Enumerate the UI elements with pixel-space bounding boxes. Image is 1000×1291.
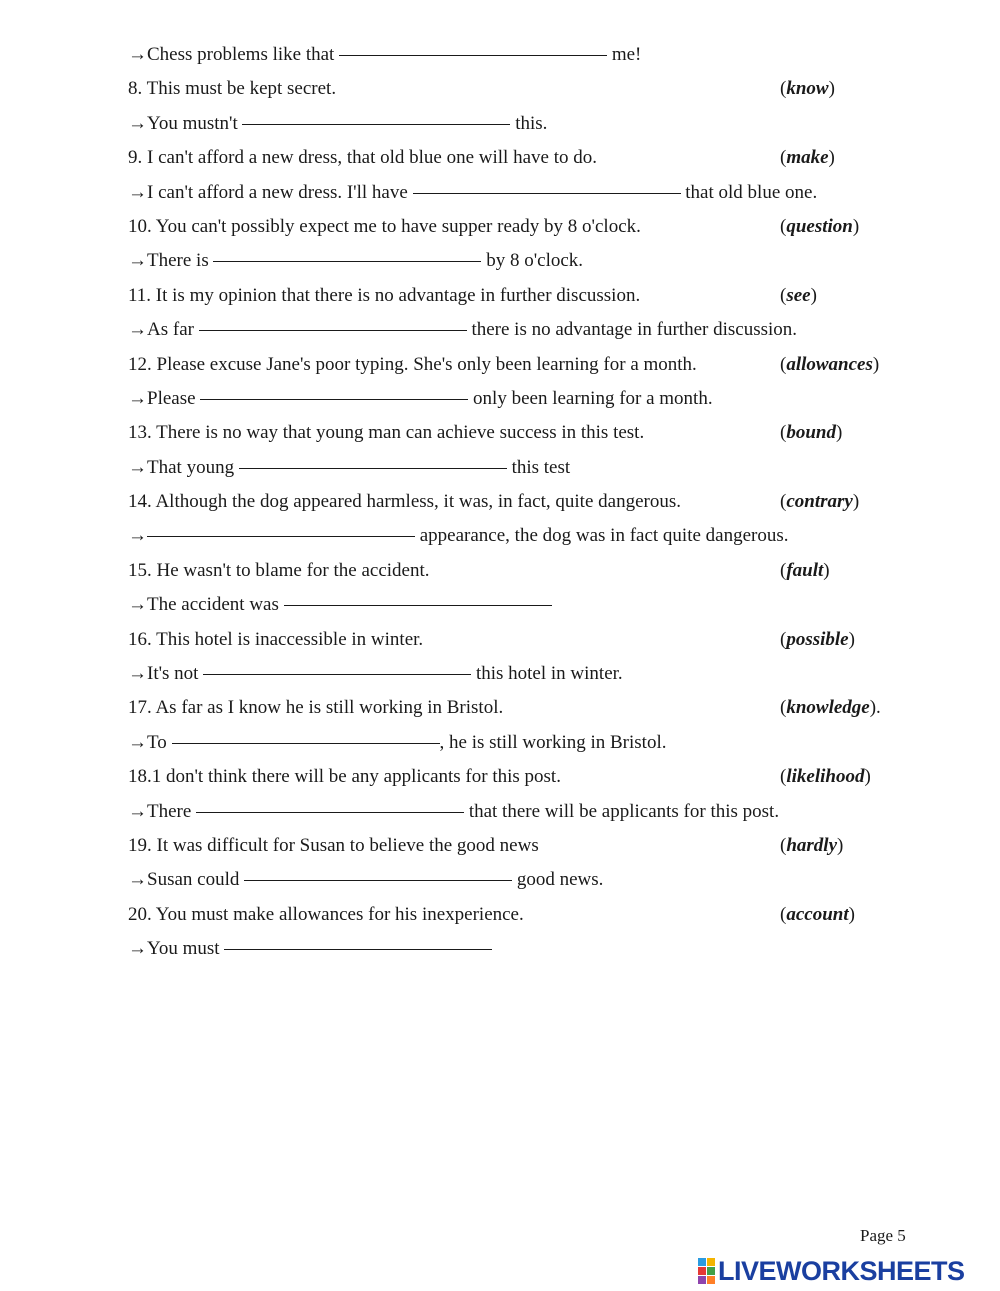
arrow-icon: → <box>128 387 147 409</box>
question-line <box>128 760 928 794</box>
answer-blank[interactable] <box>203 673 471 675</box>
arrow-icon: → <box>128 112 147 134</box>
answer-suffix: by 8 o'clock. <box>486 250 584 272</box>
answer-suffix: that old blue one. <box>685 181 818 203</box>
answer-line <box>128 863 928 897</box>
logo-block <box>698 1267 706 1275</box>
keyword: see <box>786 284 811 306</box>
answer-blank[interactable] <box>196 811 464 813</box>
question-line <box>128 279 928 313</box>
answer-line <box>128 38 928 72</box>
answer-line <box>128 932 928 966</box>
answer-prefix: Susan could <box>147 869 240 891</box>
logo-block <box>698 1276 706 1284</box>
logo-block <box>707 1276 715 1284</box>
answer-prefix: You mustn't <box>147 112 238 134</box>
question-line <box>128 72 928 106</box>
question-text: 12. Please excuse Jane's poor typing. She's only been learning for a month. <box>128 353 697 375</box>
keyword-hint: (know) <box>780 78 835 100</box>
answer-line <box>128 795 928 829</box>
answer-line <box>128 451 928 485</box>
question-text: 9. I can't afford a new dress, that old blue one will have to do. <box>128 147 597 169</box>
answer-blank[interactable] <box>172 742 440 744</box>
answer-line <box>128 519 928 553</box>
keyword-hint: (see) <box>780 284 817 306</box>
answer-prefix: It's not <box>147 663 199 685</box>
answer-blank[interactable] <box>199 329 467 331</box>
answer-line <box>128 726 928 760</box>
answer-suffix: this. <box>515 112 548 134</box>
answer-line <box>128 313 928 347</box>
answer-suffix: appearance, the dog was in fact quite dangerous. <box>419 525 789 547</box>
liveworksheets-logo <box>698 1255 965 1286</box>
answer-blank[interactable] <box>244 879 512 881</box>
answer-blank[interactable] <box>224 948 492 950</box>
answer-suffix: , he is still working in Bristol. <box>439 731 667 753</box>
answer-prefix: There <box>147 800 192 822</box>
question-text: 14. Although the dog appeared harmless, it was, in fact, quite dangerous. <box>128 491 681 513</box>
answer-prefix: I can't afford a new dress. I'll have <box>147 181 408 203</box>
question-text: 13. There is no way that young man can achieve success in this test. <box>128 422 645 444</box>
answer-blank[interactable] <box>147 535 415 537</box>
worksheet-body <box>128 38 928 967</box>
question-text: 19. It was difficult for Susan to believe the good news <box>128 834 539 856</box>
answer-line <box>128 176 928 210</box>
keyword-suffix: . <box>876 697 881 719</box>
keyword: make <box>786 147 829 169</box>
arrow-icon: → <box>128 456 147 478</box>
question-text: 18.1 don't think there will be any applicants for this post. <box>128 766 561 788</box>
question-text: 8. This must be kept secret. <box>128 78 337 100</box>
answer-suffix: me! <box>611 44 642 65</box>
logo-block <box>707 1267 715 1275</box>
question-line <box>128 554 928 588</box>
arrow-icon: → <box>128 44 147 65</box>
answer-suffix: good news. <box>516 869 604 891</box>
question-text: 20. You must make allowances for his inexperience. <box>128 903 524 925</box>
logo-text: LIVEWORKSHEETS <box>718 1255 965 1286</box>
answer-line <box>128 382 928 416</box>
keyword-hint: (likelihood) <box>780 766 871 788</box>
keyword-hint: (fault) <box>780 559 830 581</box>
question-line <box>128 141 928 175</box>
question-text: 16. This hotel is inaccessible in winter. <box>128 628 424 650</box>
arrow-icon: → <box>128 594 147 616</box>
keyword: account <box>786 903 849 925</box>
answer-suffix: that there will be applicants for this post. <box>468 800 780 822</box>
answer-prefix: Please <box>147 387 196 409</box>
keyword: likelihood <box>786 766 865 788</box>
keyword-hint: (allowances) <box>780 353 880 375</box>
question-line <box>128 829 928 863</box>
answer-line <box>128 657 928 691</box>
answer-prefix: To <box>147 731 167 753</box>
keyword-hint: (account) <box>780 903 855 925</box>
answer-prefix: Chess problems like that <box>147 44 335 65</box>
arrow-icon: → <box>128 869 147 891</box>
logo-block <box>698 1258 706 1266</box>
answer-line <box>128 244 928 278</box>
answer-prefix: As far <box>147 319 194 341</box>
answer-blank[interactable] <box>242 123 510 125</box>
answer-blank[interactable] <box>339 54 607 56</box>
arrow-icon: → <box>128 181 147 203</box>
question-line <box>128 416 928 450</box>
arrow-icon: → <box>128 731 147 753</box>
answer-blank[interactable] <box>200 398 468 400</box>
answer-suffix: there is no advantage in further discussion. <box>471 319 798 341</box>
answer-suffix: this test <box>511 456 571 478</box>
keyword-hint: (make) <box>780 147 835 169</box>
answer-prefix: That young <box>147 456 235 478</box>
keyword: knowledge <box>786 697 870 719</box>
keyword: contrary <box>786 491 853 513</box>
answer-prefix: The accident was <box>147 594 279 616</box>
question-text: 10. You can't possibly expect me to have supper ready by 8 o'clock. <box>128 215 641 237</box>
keyword: hardly <box>786 834 838 856</box>
page-number: Page 5 <box>860 1226 906 1245</box>
arrow-icon: → <box>128 938 147 960</box>
question-line <box>128 691 928 725</box>
keyword: bound <box>786 422 836 444</box>
question-line <box>128 898 928 932</box>
answer-prefix: There is <box>147 250 214 272</box>
question-text: 11. It is my opinion that there is no advantage in further discussion. <box>128 284 641 306</box>
keyword: fault <box>786 559 824 581</box>
answer-line <box>128 588 928 622</box>
answer-blank[interactable] <box>413 192 681 194</box>
question-line <box>128 210 928 244</box>
keyword-hint: (hardly) <box>780 834 844 856</box>
answer-blank[interactable] <box>213 260 481 262</box>
arrow-icon: → <box>128 525 147 547</box>
keyword-hint: (bound) <box>780 422 843 444</box>
answer-suffix: this hotel in winter. <box>475 663 623 685</box>
answer-prefix: You must <box>147 938 225 960</box>
keyword: know <box>786 78 829 100</box>
answer-suffix: only been learning for a month. <box>473 387 713 409</box>
arrow-icon: → <box>128 250 147 272</box>
keyword-hint: (contrary) <box>780 491 860 513</box>
answer-line <box>128 107 928 141</box>
arrow-icon: → <box>128 663 147 685</box>
logo-block <box>707 1258 715 1266</box>
keyword: allowances <box>786 353 873 375</box>
question-text: 17. As far as I know he is still working in Bristol. <box>128 697 504 719</box>
answer-blank[interactable] <box>284 604 552 606</box>
keyword-hint: (knowledge). <box>780 697 881 719</box>
logo-blocks-icon <box>698 1258 715 1284</box>
question-line <box>128 623 928 657</box>
keyword: question <box>786 215 853 237</box>
keyword: possible <box>786 628 849 650</box>
keyword-hint: (question) <box>780 215 860 237</box>
question-text: 15. He wasn't to blame for the accident. <box>128 559 430 581</box>
arrow-icon: → <box>128 319 147 341</box>
question-line <box>128 348 928 382</box>
keyword-hint: (possible) <box>780 628 855 650</box>
arrow-icon: → <box>128 800 147 822</box>
question-line <box>128 485 928 519</box>
answer-blank[interactable] <box>239 467 507 469</box>
